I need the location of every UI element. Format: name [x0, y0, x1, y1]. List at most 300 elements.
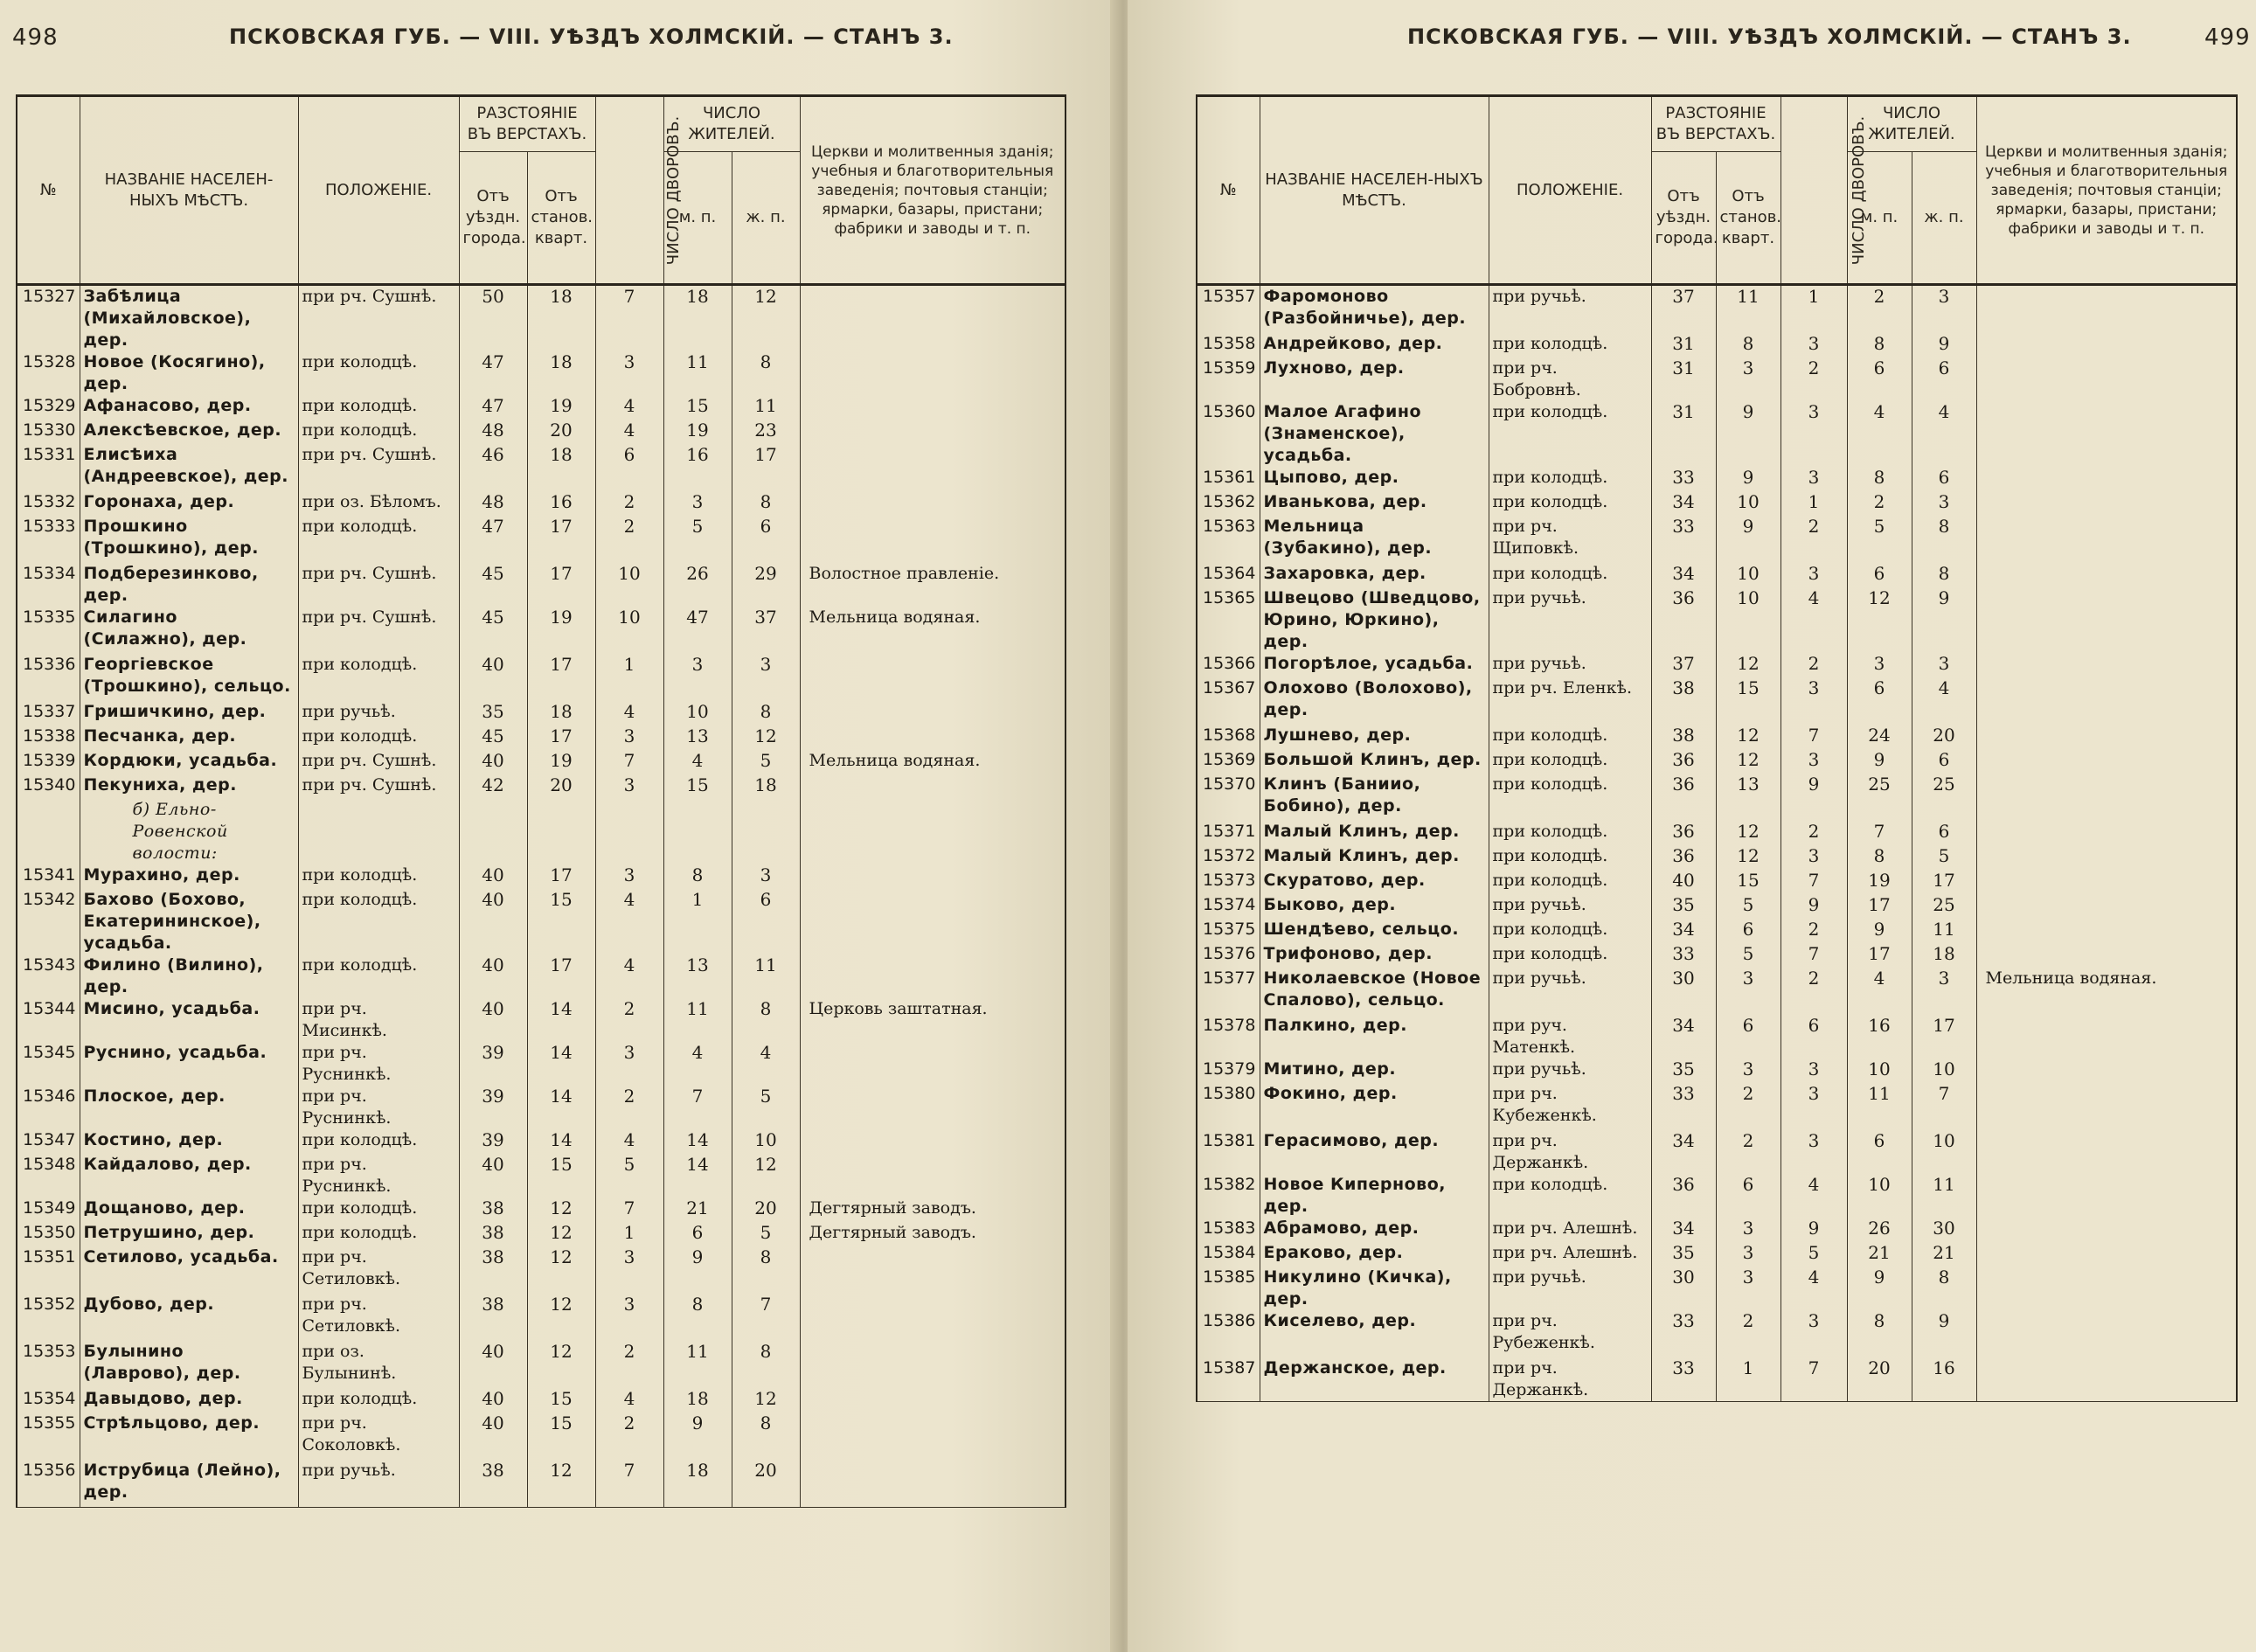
male-count: 10: [1847, 1174, 1912, 1218]
female-count: 17: [732, 444, 800, 491]
place-position: при рч. Сушнѣ.: [298, 607, 459, 654]
households-count: 4: [595, 701, 663, 725]
male-count: 26: [663, 563, 732, 607]
distance-station: 9: [1716, 516, 1781, 563]
male-count: 8: [1847, 1310, 1912, 1357]
col-name: НАЗВАНІЕ НАСЕЛЕН-НЫХЪ МѢСТЪ.: [1260, 96, 1489, 285]
table-row: [17, 889, 1066, 954]
record-notes: [800, 395, 1066, 420]
female-count: 4: [1912, 677, 1976, 725]
place-position: при рч. Щиповкѣ.: [1489, 516, 1651, 563]
record-notes: [800, 799, 1066, 864]
record-notes: [1976, 1015, 2237, 1059]
record-notes: [800, 1154, 1066, 1197]
place-name: Петрушино, дер.: [80, 1222, 298, 1246]
male-count: 2: [1847, 491, 1912, 516]
place-position: при колодцѣ.: [298, 420, 459, 444]
place-name: Кайдалово, дер.: [80, 1154, 298, 1197]
table-row: [17, 1086, 1066, 1129]
distance-town: 40: [459, 1154, 527, 1197]
distance-town: 33: [1651, 1083, 1716, 1130]
place-position: при колодцѣ.: [298, 1388, 459, 1413]
place-position: при рч. Рубеженкѣ.: [1489, 1310, 1651, 1357]
distance-town: 33: [1651, 1310, 1716, 1357]
households-count: 9: [1781, 1218, 1847, 1242]
record-notes: [1976, 491, 2237, 516]
record-number: 15370: [1197, 774, 1260, 821]
households-count: 7: [595, 750, 663, 774]
place-position: при ручьѣ.: [1489, 1059, 1651, 1083]
distance-town: 38: [459, 1460, 527, 1508]
record-notes: [800, 864, 1066, 889]
table-row: [17, 774, 1066, 799]
female-count: 5: [732, 1086, 800, 1129]
place-position: при рч. Руснинкѣ.: [298, 1086, 459, 1129]
male-count: 13: [663, 725, 732, 750]
right-register-table: [1196, 94, 2238, 1402]
distance-town: 38: [1651, 725, 1716, 749]
table-row: [17, 725, 1066, 750]
place-name: Быково, дер.: [1260, 894, 1489, 919]
left-page-title: ПСКОВСКАЯ ГУБ. — VIII. УѢЗДЪ ХОЛМСКІЙ. — СТАНЪ 3.: [229, 24, 954, 49]
left-table-body: [17, 285, 1066, 1508]
distance-station: 14: [527, 1042, 595, 1086]
record-notes: [800, 1341, 1066, 1388]
distance-town: 35: [1651, 1242, 1716, 1267]
female-count: 8: [732, 1413, 800, 1460]
col-female: ж. п.: [1912, 152, 1976, 285]
distance-station: 3: [1716, 357, 1781, 401]
female-count: 6: [1912, 357, 1976, 401]
female-count: 7: [1912, 1083, 1976, 1130]
distance-town: 39: [459, 1129, 527, 1154]
female-count: 12: [732, 1154, 800, 1197]
households-count: 4: [595, 1388, 663, 1413]
distance-station: 17: [527, 725, 595, 750]
record-number: 15338: [17, 725, 80, 750]
female-count: [732, 799, 800, 864]
place-name: Николаевское (Новое Спалово), сельцо.: [1260, 968, 1489, 1015]
distance-station: 10: [1716, 491, 1781, 516]
male-count: 17: [1847, 943, 1912, 968]
female-count: 29: [732, 563, 800, 607]
record-number: 15381: [1197, 1130, 1260, 1174]
distance-station: 16: [527, 491, 595, 516]
households-count: [595, 799, 663, 864]
place-name: Олохово (Волохово), дер.: [1260, 677, 1489, 725]
distance-station: 20: [527, 774, 595, 799]
female-count: 3: [1912, 285, 1976, 334]
distance-town: 33: [1651, 516, 1716, 563]
table-row: [1197, 919, 2237, 943]
households-count: 3: [595, 1246, 663, 1294]
record-notes: [800, 954, 1066, 998]
table-row: [1197, 894, 2237, 919]
distance-station: 17: [527, 954, 595, 998]
place-position: при ручьѣ.: [298, 701, 459, 725]
place-name: Лухново, дер.: [1260, 357, 1489, 401]
table-row: [17, 351, 1066, 395]
distance-station: 17: [527, 563, 595, 607]
record-number: 15372: [1197, 845, 1260, 870]
place-position: при рч. Еленкѣ.: [1489, 677, 1651, 725]
place-position: [298, 799, 459, 864]
record-notes: [1976, 1174, 2237, 1218]
place-name: Большой Клинъ, дер.: [1260, 749, 1489, 774]
table-row: [1197, 1310, 2237, 1357]
households-count: 4: [1781, 1267, 1847, 1310]
female-count: 20: [732, 1460, 800, 1508]
place-position: при колодцѣ.: [298, 1197, 459, 1222]
distance-town: 33: [1651, 1357, 1716, 1402]
place-name: Шендѣево, сельцо.: [1260, 919, 1489, 943]
record-number: 15358: [1197, 333, 1260, 357]
record-notes: [1976, 1130, 2237, 1174]
record-number: 15361: [1197, 467, 1260, 491]
male-count: 6: [1847, 1130, 1912, 1174]
distance-station: 18: [527, 285, 595, 352]
record-number: 15373: [1197, 870, 1260, 894]
distance-town: 47: [459, 516, 527, 563]
distance-town: 40: [459, 889, 527, 954]
female-count: 3: [1912, 491, 1976, 516]
record-number: 15379: [1197, 1059, 1260, 1083]
table-row: [1197, 333, 2237, 357]
record-number: 15328: [17, 351, 80, 395]
table-row: [1197, 285, 2237, 334]
record-number: 15357: [1197, 285, 1260, 334]
place-position: при руч. Матенкѣ.: [1489, 1015, 1651, 1059]
households-count: 3: [595, 774, 663, 799]
place-name: Кордюки, усадьба.: [80, 750, 298, 774]
col-households: ЧИСЛО ДВОРОВЪ.: [595, 96, 663, 285]
female-count: 8: [1912, 1267, 1976, 1310]
male-count: 21: [1847, 1242, 1912, 1267]
distance-town: 38: [459, 1222, 527, 1246]
distance-station: 17: [527, 516, 595, 563]
record-number: 15367: [1197, 677, 1260, 725]
male-count: 47: [663, 607, 732, 654]
record-number: 15341: [17, 864, 80, 889]
place-position: при колодцѣ.: [1489, 725, 1651, 749]
distance-station: 15: [527, 1413, 595, 1460]
col-name: НАЗВАНІЕ НАСЕЛЕН-НЫХЪ МѢСТЪ.: [80, 96, 298, 285]
male-count: 4: [663, 750, 732, 774]
households-count: 2: [595, 516, 663, 563]
distance-station: 15: [1716, 870, 1781, 894]
table-row: [1197, 401, 2237, 467]
table-row: [1197, 725, 2237, 749]
place-position: при рч. Алешнѣ.: [1489, 1242, 1651, 1267]
distance-station: 5: [1716, 894, 1781, 919]
distance-town: 34: [1651, 1015, 1716, 1059]
households-count: 2: [1781, 516, 1847, 563]
households-count: 7: [595, 1197, 663, 1222]
female-count: 9: [1912, 587, 1976, 653]
distance-station: 12: [1716, 749, 1781, 774]
households-count: 7: [595, 285, 663, 352]
male-count: 3: [1847, 653, 1912, 677]
place-name: Новое (Косягино), дер.: [80, 351, 298, 395]
record-number: 15333: [17, 516, 80, 563]
distance-town: 36: [1651, 845, 1716, 870]
place-name: Костино, дер.: [80, 1129, 298, 1154]
households-count: 9: [1781, 774, 1847, 821]
record-notes: [800, 654, 1066, 701]
distance-station: 15: [527, 1388, 595, 1413]
place-name: Афанасово, дер.: [80, 395, 298, 420]
distance-town: 36: [1651, 1174, 1716, 1218]
table-row: [17, 444, 1066, 491]
place-position: при колодцѣ.: [1489, 870, 1651, 894]
households-count: 2: [1781, 968, 1847, 1015]
female-count: 11: [732, 954, 800, 998]
record-notes: [1976, 1083, 2237, 1130]
distance-station: 3: [1716, 968, 1781, 1015]
place-name: Мельница (Зубакино), дер.: [1260, 516, 1489, 563]
distance-town: 30: [1651, 968, 1716, 1015]
col-male: м. п.: [1847, 152, 1912, 285]
place-position: при колодцѣ.: [298, 351, 459, 395]
distance-town: 35: [1651, 1059, 1716, 1083]
record-notes: [1976, 587, 2237, 653]
female-count: 4: [732, 1042, 800, 1086]
distance-station: 6: [1716, 1174, 1781, 1218]
col-dist-station: Отъ станов. кварт.: [1716, 152, 1781, 285]
households-count: 3: [595, 1042, 663, 1086]
record-number: 15334: [17, 563, 80, 607]
female-count: 6: [1912, 467, 1976, 491]
male-count: 11: [1847, 1083, 1912, 1130]
male-count: 6: [1847, 357, 1912, 401]
record-number: 15356: [17, 1460, 80, 1508]
place-position: при ручьѣ.: [1489, 1267, 1651, 1310]
male-count: 8: [1847, 845, 1912, 870]
record-notes: [1976, 285, 2237, 334]
male-count: 18: [663, 285, 732, 352]
households-count: 3: [1781, 1130, 1847, 1174]
male-count: 8: [1847, 467, 1912, 491]
female-count: 8: [732, 351, 800, 395]
distance-town: 46: [459, 444, 527, 491]
record-number: 15364: [1197, 563, 1260, 587]
place-position: при рч. Сушнѣ.: [298, 285, 459, 352]
distance-station: 12: [1716, 725, 1781, 749]
female-count: 6: [732, 889, 800, 954]
distance-station: 9: [1716, 401, 1781, 467]
record-number: 15384: [1197, 1242, 1260, 1267]
table-row: [17, 285, 1066, 352]
record-number: 15375: [1197, 919, 1260, 943]
male-count: 9: [1847, 919, 1912, 943]
place-name: Давыдово, дер.: [80, 1388, 298, 1413]
households-count: 5: [595, 1154, 663, 1197]
record-notes: [1976, 821, 2237, 845]
female-count: 16: [1912, 1357, 1976, 1402]
distance-town: 40: [1651, 870, 1716, 894]
female-count: 5: [1912, 845, 1976, 870]
distance-town: 35: [1651, 894, 1716, 919]
table-row: [1197, 821, 2237, 845]
table-row: [17, 654, 1066, 701]
households-count: 7: [1781, 1357, 1847, 1402]
distance-station: 9: [1716, 467, 1781, 491]
place-position: при колодцѣ.: [1489, 919, 1651, 943]
households-count: 3: [1781, 1059, 1847, 1083]
households-count: 3: [1781, 563, 1847, 587]
record-notes: Мельница водяная.: [800, 607, 1066, 654]
households-count: 6: [1781, 1015, 1847, 1059]
male-count: 4: [663, 1042, 732, 1086]
place-position: при рч. Кубеженкѣ.: [1489, 1083, 1651, 1130]
male-count: 12: [1847, 587, 1912, 653]
distance-station: 5: [1716, 943, 1781, 968]
col-no: №: [17, 96, 80, 285]
male-count: 11: [663, 1341, 732, 1388]
record-number: 15355: [17, 1413, 80, 1460]
place-name: Держанское, дер.: [1260, 1357, 1489, 1402]
distance-station: 6: [1716, 919, 1781, 943]
households-count: 4: [595, 395, 663, 420]
male-count: 11: [663, 998, 732, 1042]
record-notes: [1976, 1059, 2237, 1083]
record-notes: [1976, 333, 2237, 357]
households-count: 2: [595, 491, 663, 516]
households-count: 2: [1781, 357, 1847, 401]
distance-station: 14: [527, 998, 595, 1042]
distance-town: 39: [459, 1042, 527, 1086]
place-position: при рч. Бобровнѣ.: [1489, 357, 1651, 401]
households-count: 4: [595, 889, 663, 954]
place-name: Горонаха, дер.: [80, 491, 298, 516]
table-row: [17, 563, 1066, 607]
female-count: 25: [1912, 774, 1976, 821]
record-notes: [800, 889, 1066, 954]
distance-station: 3: [1716, 1242, 1781, 1267]
distance-town: 34: [1651, 1218, 1716, 1242]
record-number: 15346: [17, 1086, 80, 1129]
place-position: при колодцѣ.: [298, 395, 459, 420]
table-row: [1197, 1083, 2237, 1130]
male-count: 13: [663, 954, 732, 998]
record-notes: [800, 1129, 1066, 1154]
female-count: 10: [732, 1129, 800, 1154]
record-number: [17, 799, 80, 864]
distance-town: 38: [459, 1294, 527, 1341]
households-count: 2: [595, 1341, 663, 1388]
record-number: 15332: [17, 491, 80, 516]
households-count: 3: [595, 725, 663, 750]
households-count: 3: [595, 864, 663, 889]
table-row: [1197, 968, 2237, 1015]
place-name: Абрамово, дер.: [1260, 1218, 1489, 1242]
households-count: 3: [1781, 845, 1847, 870]
distance-station: 19: [527, 607, 595, 654]
place-position: при колодцѣ.: [1489, 467, 1651, 491]
record-number: 15340: [17, 774, 80, 799]
record-number: 15351: [17, 1246, 80, 1294]
households-count: 9: [1781, 894, 1847, 919]
record-notes: [1976, 725, 2237, 749]
male-count: 17: [1847, 894, 1912, 919]
table-row: [17, 864, 1066, 889]
male-count: 18: [663, 1460, 732, 1508]
distance-town: 36: [1651, 821, 1716, 845]
place-name: Никулино (Кичка), дер.: [1260, 1267, 1489, 1310]
distance-town: 34: [1651, 1130, 1716, 1174]
distance-station: 17: [527, 654, 595, 701]
place-position: при колодцѣ.: [1489, 749, 1651, 774]
record-number: 15329: [17, 395, 80, 420]
male-count: 14: [663, 1154, 732, 1197]
record-notes: [800, 285, 1066, 352]
record-number: 15363: [1197, 516, 1260, 563]
distance-town: 36: [1651, 774, 1716, 821]
place-position: при колодцѣ.: [298, 654, 459, 701]
place-name: Песчанка, дер.: [80, 725, 298, 750]
record-notes: [1976, 357, 2237, 401]
households-count: 1: [1781, 491, 1847, 516]
place-name: Палкино, дер.: [1260, 1015, 1489, 1059]
distance-town: 33: [1651, 943, 1716, 968]
female-count: 11: [1912, 919, 1976, 943]
place-name: Подберезинково, дер.: [80, 563, 298, 607]
place-position: при оз. Булынинѣ.: [298, 1341, 459, 1388]
record-notes: [1976, 774, 2237, 821]
record-number: 15349: [17, 1197, 80, 1222]
male-count: 20: [1847, 1357, 1912, 1402]
households-count: 5: [1781, 1242, 1847, 1267]
distance-town: 34: [1651, 919, 1716, 943]
households-count: 3: [1781, 467, 1847, 491]
male-count: 4: [1847, 401, 1912, 467]
record-number: 15368: [1197, 725, 1260, 749]
table-row: [17, 420, 1066, 444]
record-notes: [1976, 401, 2237, 467]
place-name: Скуратово, дер.: [1260, 870, 1489, 894]
place-name: Иструбица (Лейно), дер.: [80, 1460, 298, 1508]
record-notes: Дегтярный заводъ.: [800, 1222, 1066, 1246]
distance-town: 37: [1651, 285, 1716, 334]
male-count: [663, 799, 732, 864]
households-count: 2: [1781, 821, 1847, 845]
table-row: [17, 1341, 1066, 1388]
female-count: 21: [1912, 1242, 1976, 1267]
record-notes: [1976, 1310, 2237, 1357]
record-notes: Волостное правленіе.: [800, 563, 1066, 607]
record-notes: [1976, 467, 2237, 491]
table-row: [17, 1222, 1066, 1246]
left-page-header: [0, 24, 1119, 59]
distance-town: 45: [459, 563, 527, 607]
households-count: 6: [595, 444, 663, 491]
place-position: при рч. Держанкѣ.: [1489, 1357, 1651, 1402]
households-count: 3: [1781, 401, 1847, 467]
households-count: 3: [1781, 1310, 1847, 1357]
distance-town: 30: [1651, 1267, 1716, 1310]
place-name: Трифоново, дер.: [1260, 943, 1489, 968]
households-count: 3: [1781, 749, 1847, 774]
table-row: [1197, 943, 2237, 968]
distance-town: 40: [459, 654, 527, 701]
table-row: [17, 1460, 1066, 1508]
record-notes: [1976, 1267, 2237, 1310]
female-count: 9: [1912, 333, 1976, 357]
distance-town: 38: [1651, 677, 1716, 725]
record-notes: [1976, 894, 2237, 919]
male-count: 7: [663, 1086, 732, 1129]
female-count: 3: [1912, 968, 1976, 1015]
